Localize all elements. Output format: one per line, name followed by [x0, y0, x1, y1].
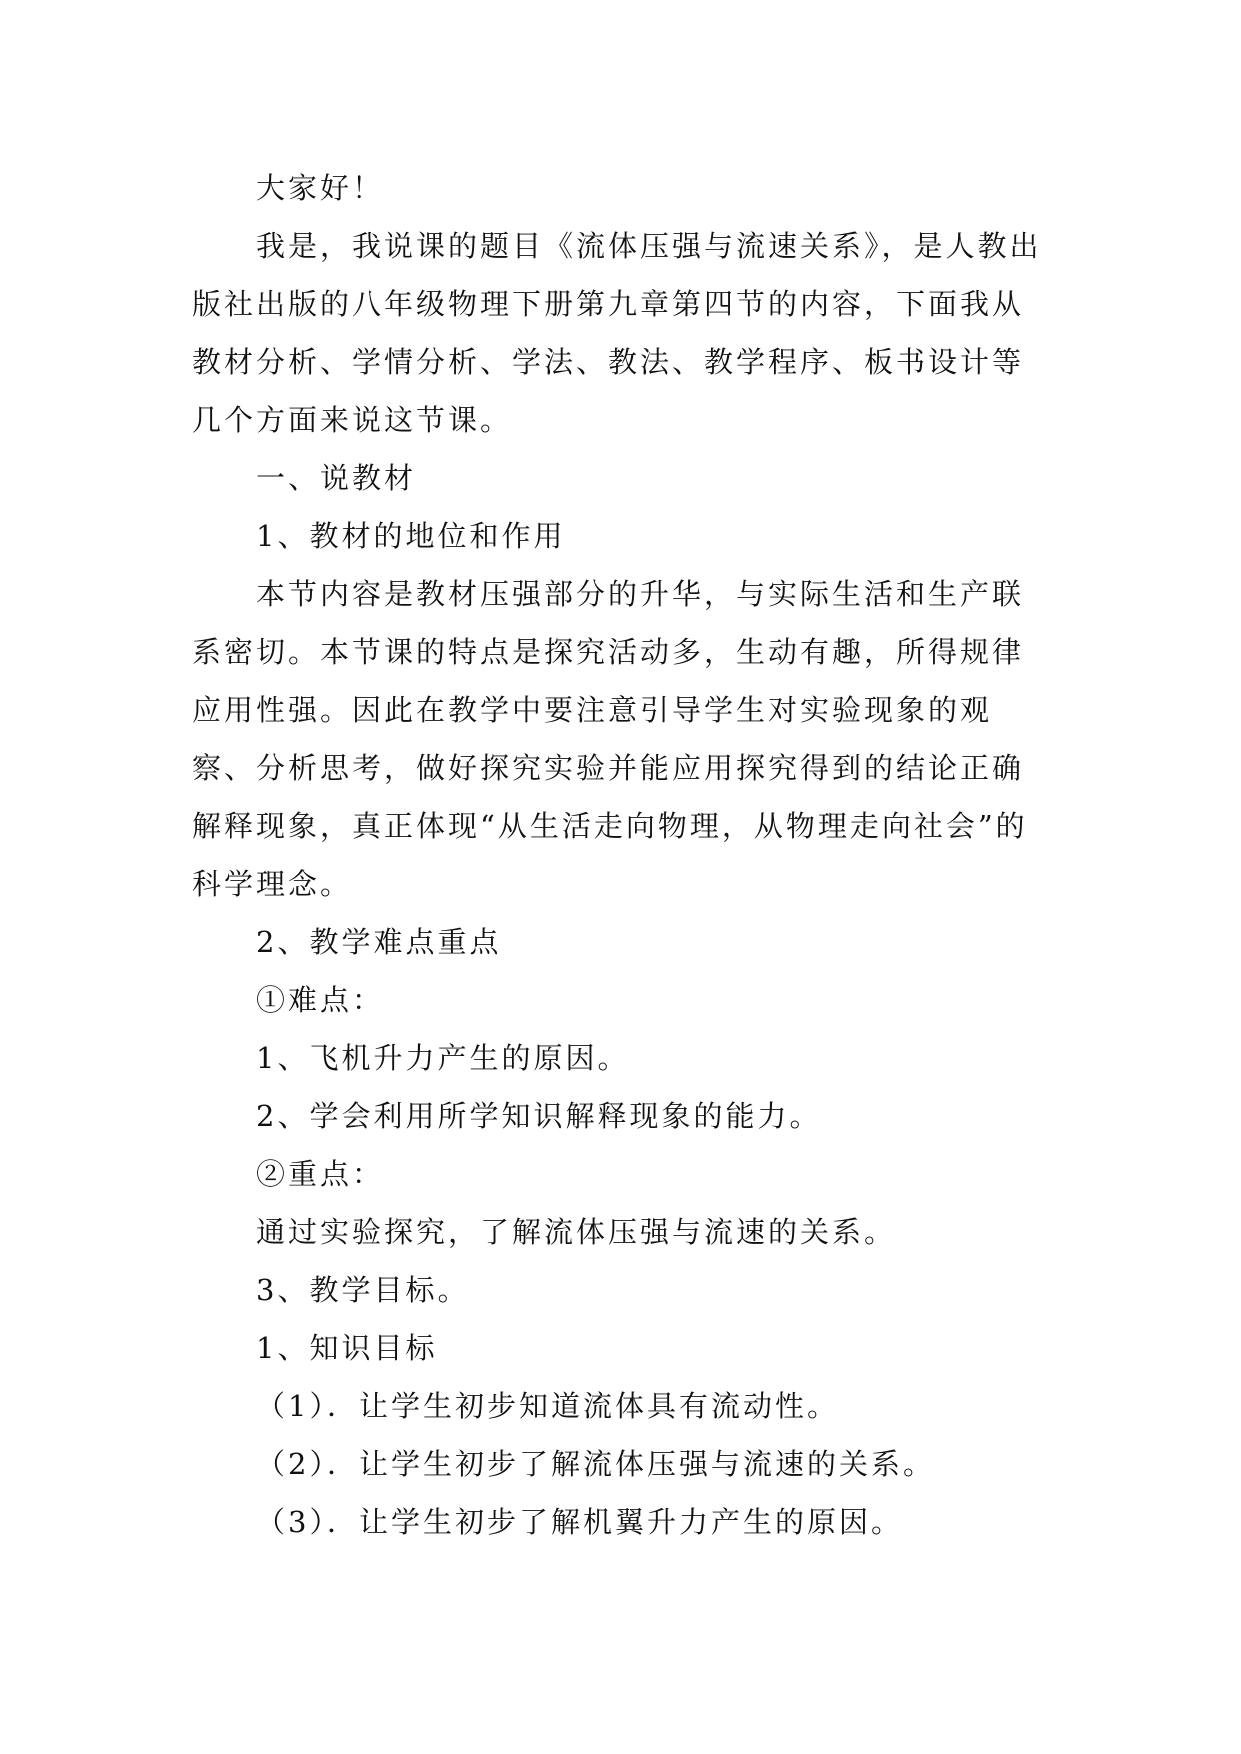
subsection-heading: 2、教学难点重点	[256, 925, 502, 959]
key-point-label: ②重点：	[256, 1157, 385, 1191]
difficulty-label: ①难点：	[256, 983, 385, 1017]
objective-item: （2）．让学生初步了解流体压强与流速的关系。	[256, 1447, 935, 1481]
greeting: 大家好！	[256, 171, 385, 205]
subsection-heading: 3、教学目标。	[256, 1273, 470, 1307]
section-heading: 一、说教材	[256, 461, 417, 495]
objective-heading: 1、知识目标	[256, 1331, 438, 1365]
subsection-body: 本节内容是教材压强部分的升华，与实际生活和生产联系密切。本节课的特点是探究活动多，生动有趣，所得规律应用性强。因此在教学中要注意引导学生对实验现象的观察、分析思考，做好探究实验并能应用探究得到的结论正确解释现象，真正体现“从生活走向物理，从物理走向社会”的科学理念。	[192, 577, 1028, 901]
document-body	[192, 159, 1052, 1551]
intro-paragraph: 我是，我说课的题目《流体压强与流速关系》，是人教出版社出版的八年级物理下册第九章第四节的内容，下面我从教材分析、学情分析、学法、教法、教学程序、板书设计等几个方面来说这节课。	[192, 229, 1042, 437]
key-point-body: 通过实验探究，了解流体压强与流速的关系。	[256, 1215, 897, 1249]
objective-item: （1）．让学生初步知道流体具有流动性。	[256, 1389, 839, 1423]
objective-item: （3）．让学生初步了解机翼升力产生的原因。	[256, 1505, 903, 1539]
difficulty-item: 2、学会利用所学知识解释现象的能力。	[256, 1099, 822, 1133]
difficulty-item: 1、飞机升力产生的原因。	[256, 1041, 630, 1075]
subsection-heading: 1、教材的地位和作用	[256, 519, 566, 553]
